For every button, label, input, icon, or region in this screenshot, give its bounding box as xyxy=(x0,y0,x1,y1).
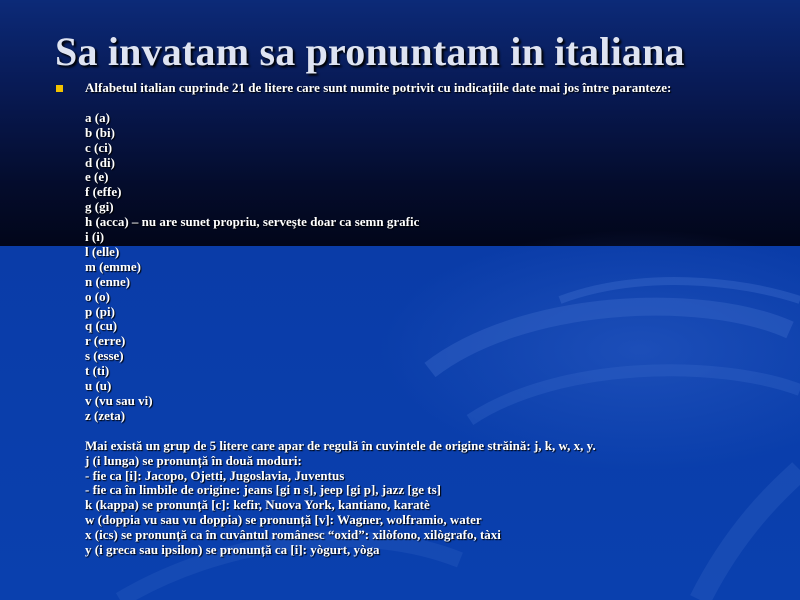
foreign-letter-line: k (kappa) se pronunță [c]: kefir, Nuova York, kantiano, karatè xyxy=(85,497,430,513)
alphabet-letter: c (ci) xyxy=(85,139,113,155)
alphabet-letter: o (o) xyxy=(85,288,110,304)
alphabet-letter: s (esse) xyxy=(85,348,124,364)
foreign-letter-line: x (ics) se pronunță ca în cuvântul românesc “oxid”: xilòfono, xilògrafo, tàxi xyxy=(85,527,501,543)
foreign-letter-line: w (doppia vu sau vu doppia) se pronunță [v]: Wagner, wolframio, water xyxy=(85,512,482,528)
foreign-letter-line: j (i lunga) se pronunță în două moduri: xyxy=(85,452,302,468)
alphabet-letter: e (e) xyxy=(85,169,109,185)
alphabet-letter: q (cu) xyxy=(85,318,118,334)
intro-paragraph: Alfabetul italian cuprinde 21 de litere care sunt numite potrivit cu indicațiile date mai jos între paranteze: xyxy=(85,80,672,95)
alphabet-letter: a (a) xyxy=(85,109,110,125)
alphabet-letter: f (effe) xyxy=(85,184,122,200)
alphabet-letter: g (gi) xyxy=(85,199,114,215)
foreign-letter-line: - fie ca [i]: Jacopo, Ojetti, Jugoslavia, Juventus xyxy=(85,467,345,483)
foreign-letters-list xyxy=(85,454,785,558)
slide-title: Sa invatam sa pronuntam in italiana xyxy=(55,29,685,74)
alphabet-letter: d (di) xyxy=(85,154,115,170)
alphabet-letter: l (elle) xyxy=(85,243,120,259)
spacer xyxy=(85,96,785,111)
alphabet-letter: v (vu sau vi) xyxy=(85,393,153,409)
alphabet-letter: t (ti) xyxy=(85,363,110,379)
alphabet-list xyxy=(85,111,785,424)
alphabet-letter: b (bi) xyxy=(85,124,115,140)
foreign-letters-intro: Mai există un grup de 5 litere care apar de regulă în cuvintele de origine străină: j, k, w, x, y. xyxy=(85,437,596,453)
alphabet-letter: m (emme) xyxy=(85,258,141,274)
spacer xyxy=(85,424,785,439)
slide-body xyxy=(85,81,785,558)
square-bullet-icon xyxy=(56,85,63,92)
alphabet-letter: h (acca) – nu are sunet propriu, serveşte doar ca semn grafic xyxy=(85,214,420,230)
alphabet-letter: n (enne) xyxy=(85,273,131,289)
alphabet-letter: p (pi) xyxy=(85,303,115,319)
foreign-letter-line: - fie ca în limbile de origine: jeans [gi n s], jeep [gi p], jazz [ge ts] xyxy=(85,482,441,498)
alphabet-letter: i (i) xyxy=(85,229,105,245)
foreign-letter-line: y (i greca sau ipsilon) se pronunță ca [i]: yògurt, yòga xyxy=(85,542,380,558)
alphabet-letter: r (erre) xyxy=(85,333,126,349)
alphabet-letter: u (u) xyxy=(85,378,112,394)
alphabet-letter: z (zeta) xyxy=(85,407,126,423)
